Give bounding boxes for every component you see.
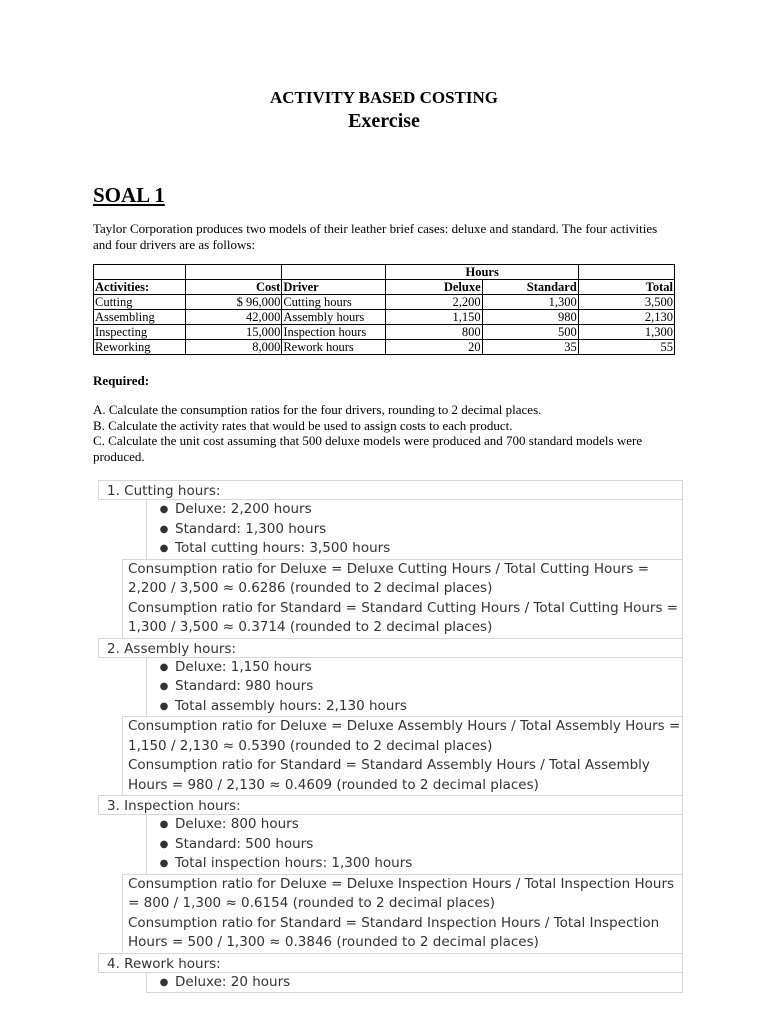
solution-header-cutting: 1. Cutting hours: <box>98 480 683 500</box>
solution-header-inspection: 3. Inspection hours: <box>98 795 683 815</box>
task-b: B. Calculate the activity rates that would be used to assign costs to each product. <box>93 417 513 433</box>
cell-activity: Reworking <box>94 340 186 355</box>
bullet-icon: ● <box>159 504 169 515</box>
solution-header-assembly: 2. Assembly hours: <box>98 638 683 658</box>
cell-total: 55 <box>578 340 674 355</box>
list-item: ● Deluxe: 800 hours <box>151 815 682 835</box>
table-row <box>94 310 675 325</box>
col-header-standard: Standard <box>482 280 578 295</box>
hours-group-header: Hours <box>386 265 578 280</box>
cell-total: 3,500 <box>578 295 674 310</box>
cell-standard: 980 <box>482 310 578 325</box>
col-header-deluxe: Deluxe <box>386 280 482 295</box>
col-header-driver: Driver <box>282 280 386 295</box>
cell-total: 1,300 <box>578 325 674 340</box>
bullet-icon: ● <box>159 838 169 850</box>
cell-cost: 42,000 <box>186 310 282 325</box>
bullet-icon: ● <box>159 858 169 869</box>
bullet-icon: ● <box>159 523 169 535</box>
bullet-icon: ● <box>159 819 169 830</box>
calc-line: Consumption ratio for Standard = Standard Inspection Hours / Total Inspection Hours = 500 / 1,300 ≈ 0.3846 (rounded to 2 decimal places) <box>128 914 660 950</box>
cell-cost: 15,000 <box>186 325 282 340</box>
task-a: A. Calculate the consumption ratios for the four drivers, rounding to 2 decimal places. <box>93 402 542 417</box>
solution-items-rework <box>146 972 683 994</box>
col-header-total: Total <box>578 280 674 295</box>
task-c: C. Calculate the unit cost assuming that 500 deluxe models were produced and 700 standard models were produced. <box>93 433 643 464</box>
solution-calc-assembly <box>122 716 683 796</box>
document-subtitle: Exercise <box>348 110 420 132</box>
bullet-icon: ● <box>159 976 169 988</box>
list-item: ● Standard: 980 hours <box>151 677 682 697</box>
bullet-icon: ● <box>159 681 169 692</box>
document-title: ACTIVITY BASED COSTING <box>270 88 498 107</box>
list-item: ● Deluxe: 20 hours <box>151 973 682 993</box>
calc-line: Consumption ratio for Deluxe = Deluxe Cutting Hours / Total Cutting Hours = 2,200 / 3,500 ≈ 0.6286 (rounded to 2 decimal places) <box>128 560 650 596</box>
cell-cost: 8,000 <box>186 340 282 355</box>
list-item: ● Standard: 500 hours <box>151 835 682 855</box>
cell-standard: 500 <box>482 325 578 340</box>
solution-list <box>98 480 683 993</box>
table-header-row <box>94 280 675 295</box>
col-header-activities: Activities: <box>94 280 186 295</box>
cell-driver: Cutting hours <box>282 295 386 310</box>
calc-line: Consumption ratio for Deluxe = Deluxe Assembly Hours / Total Assembly Hours = 1,150 / 2,130 ≈ 0.5390 (rounded to 2 decimal places) <box>128 718 681 754</box>
cell-activity: Assembling <box>94 310 186 325</box>
cell-driver: Assembly hours <box>282 310 386 325</box>
activity-cost-table <box>93 264 675 355</box>
list-item: ● Deluxe: 1,150 hours <box>151 658 682 678</box>
cell-deluxe: 20 <box>386 340 482 355</box>
intro-paragraph: Taylor Corporation produces two models of their leather brief cases: deluxe and standard. The four activities and four drivers are as follows: <box>93 221 658 252</box>
solution-items-cutting <box>146 499 683 560</box>
calc-line: Consumption ratio for Deluxe = Deluxe Inspection Hours / Total Inspection Hours = 800 / 1,300 ≈ 0.6154 (rounded to 2 decimal places) <box>128 875 675 911</box>
cell-total: 2,130 <box>578 310 674 325</box>
cell-cost: $ 96,000 <box>186 295 282 310</box>
solution-items-assembly <box>146 657 683 718</box>
cell-driver: Rework hours <box>282 340 386 355</box>
cell-standard: 1,300 <box>482 295 578 310</box>
solution-items-inspection <box>146 814 683 875</box>
list-item: ● Total assembly hours: 2,130 hours <box>151 697 682 717</box>
required-label: Required: <box>93 373 150 388</box>
bullet-icon: ● <box>159 700 169 712</box>
solution-calc-inspection <box>122 874 683 954</box>
cell-driver: Inspection hours <box>282 325 386 340</box>
solution-header-rework: 4. Rework hours: <box>98 953 683 973</box>
cell-deluxe: 800 <box>386 325 482 340</box>
cell-standard: 35 <box>482 340 578 355</box>
bullet-icon: ● <box>159 661 169 673</box>
table-group-header-row <box>94 265 675 280</box>
bullet-icon: ● <box>159 543 169 554</box>
list-item: ● Total inspection hours: 1,300 hours <box>151 854 682 874</box>
cell-deluxe: 2,200 <box>386 295 482 310</box>
table-row <box>94 325 675 340</box>
table-row <box>94 295 675 310</box>
cell-activity: Cutting <box>94 295 186 310</box>
task-list <box>93 402 673 464</box>
solution-calc-cutting <box>122 559 683 639</box>
cell-deluxe: 1,150 <box>386 310 482 325</box>
col-header-cost: Cost <box>186 280 282 295</box>
table-row <box>94 340 675 355</box>
calc-line: Consumption ratio for Standard = Standard Assembly Hours / Total Assembly Hours = 980 / 2,130 ≈ 0.4609 (rounded to 2 decimal places) <box>128 757 650 793</box>
list-item: ● Deluxe: 2,200 hours <box>151 500 682 520</box>
list-item: ● Standard: 1,300 hours <box>151 520 682 540</box>
section-heading: SOAL 1 <box>93 183 165 207</box>
calc-line: Consumption ratio for Standard = Standard Cutting Hours / Total Cutting Hours = 1,300 / 3,500 ≈ 0.3714 (rounded to 2 decimal places) <box>128 599 679 635</box>
list-item: ● Total cutting hours: 3,500 hours <box>151 539 682 559</box>
cell-activity: Inspecting <box>94 325 186 340</box>
